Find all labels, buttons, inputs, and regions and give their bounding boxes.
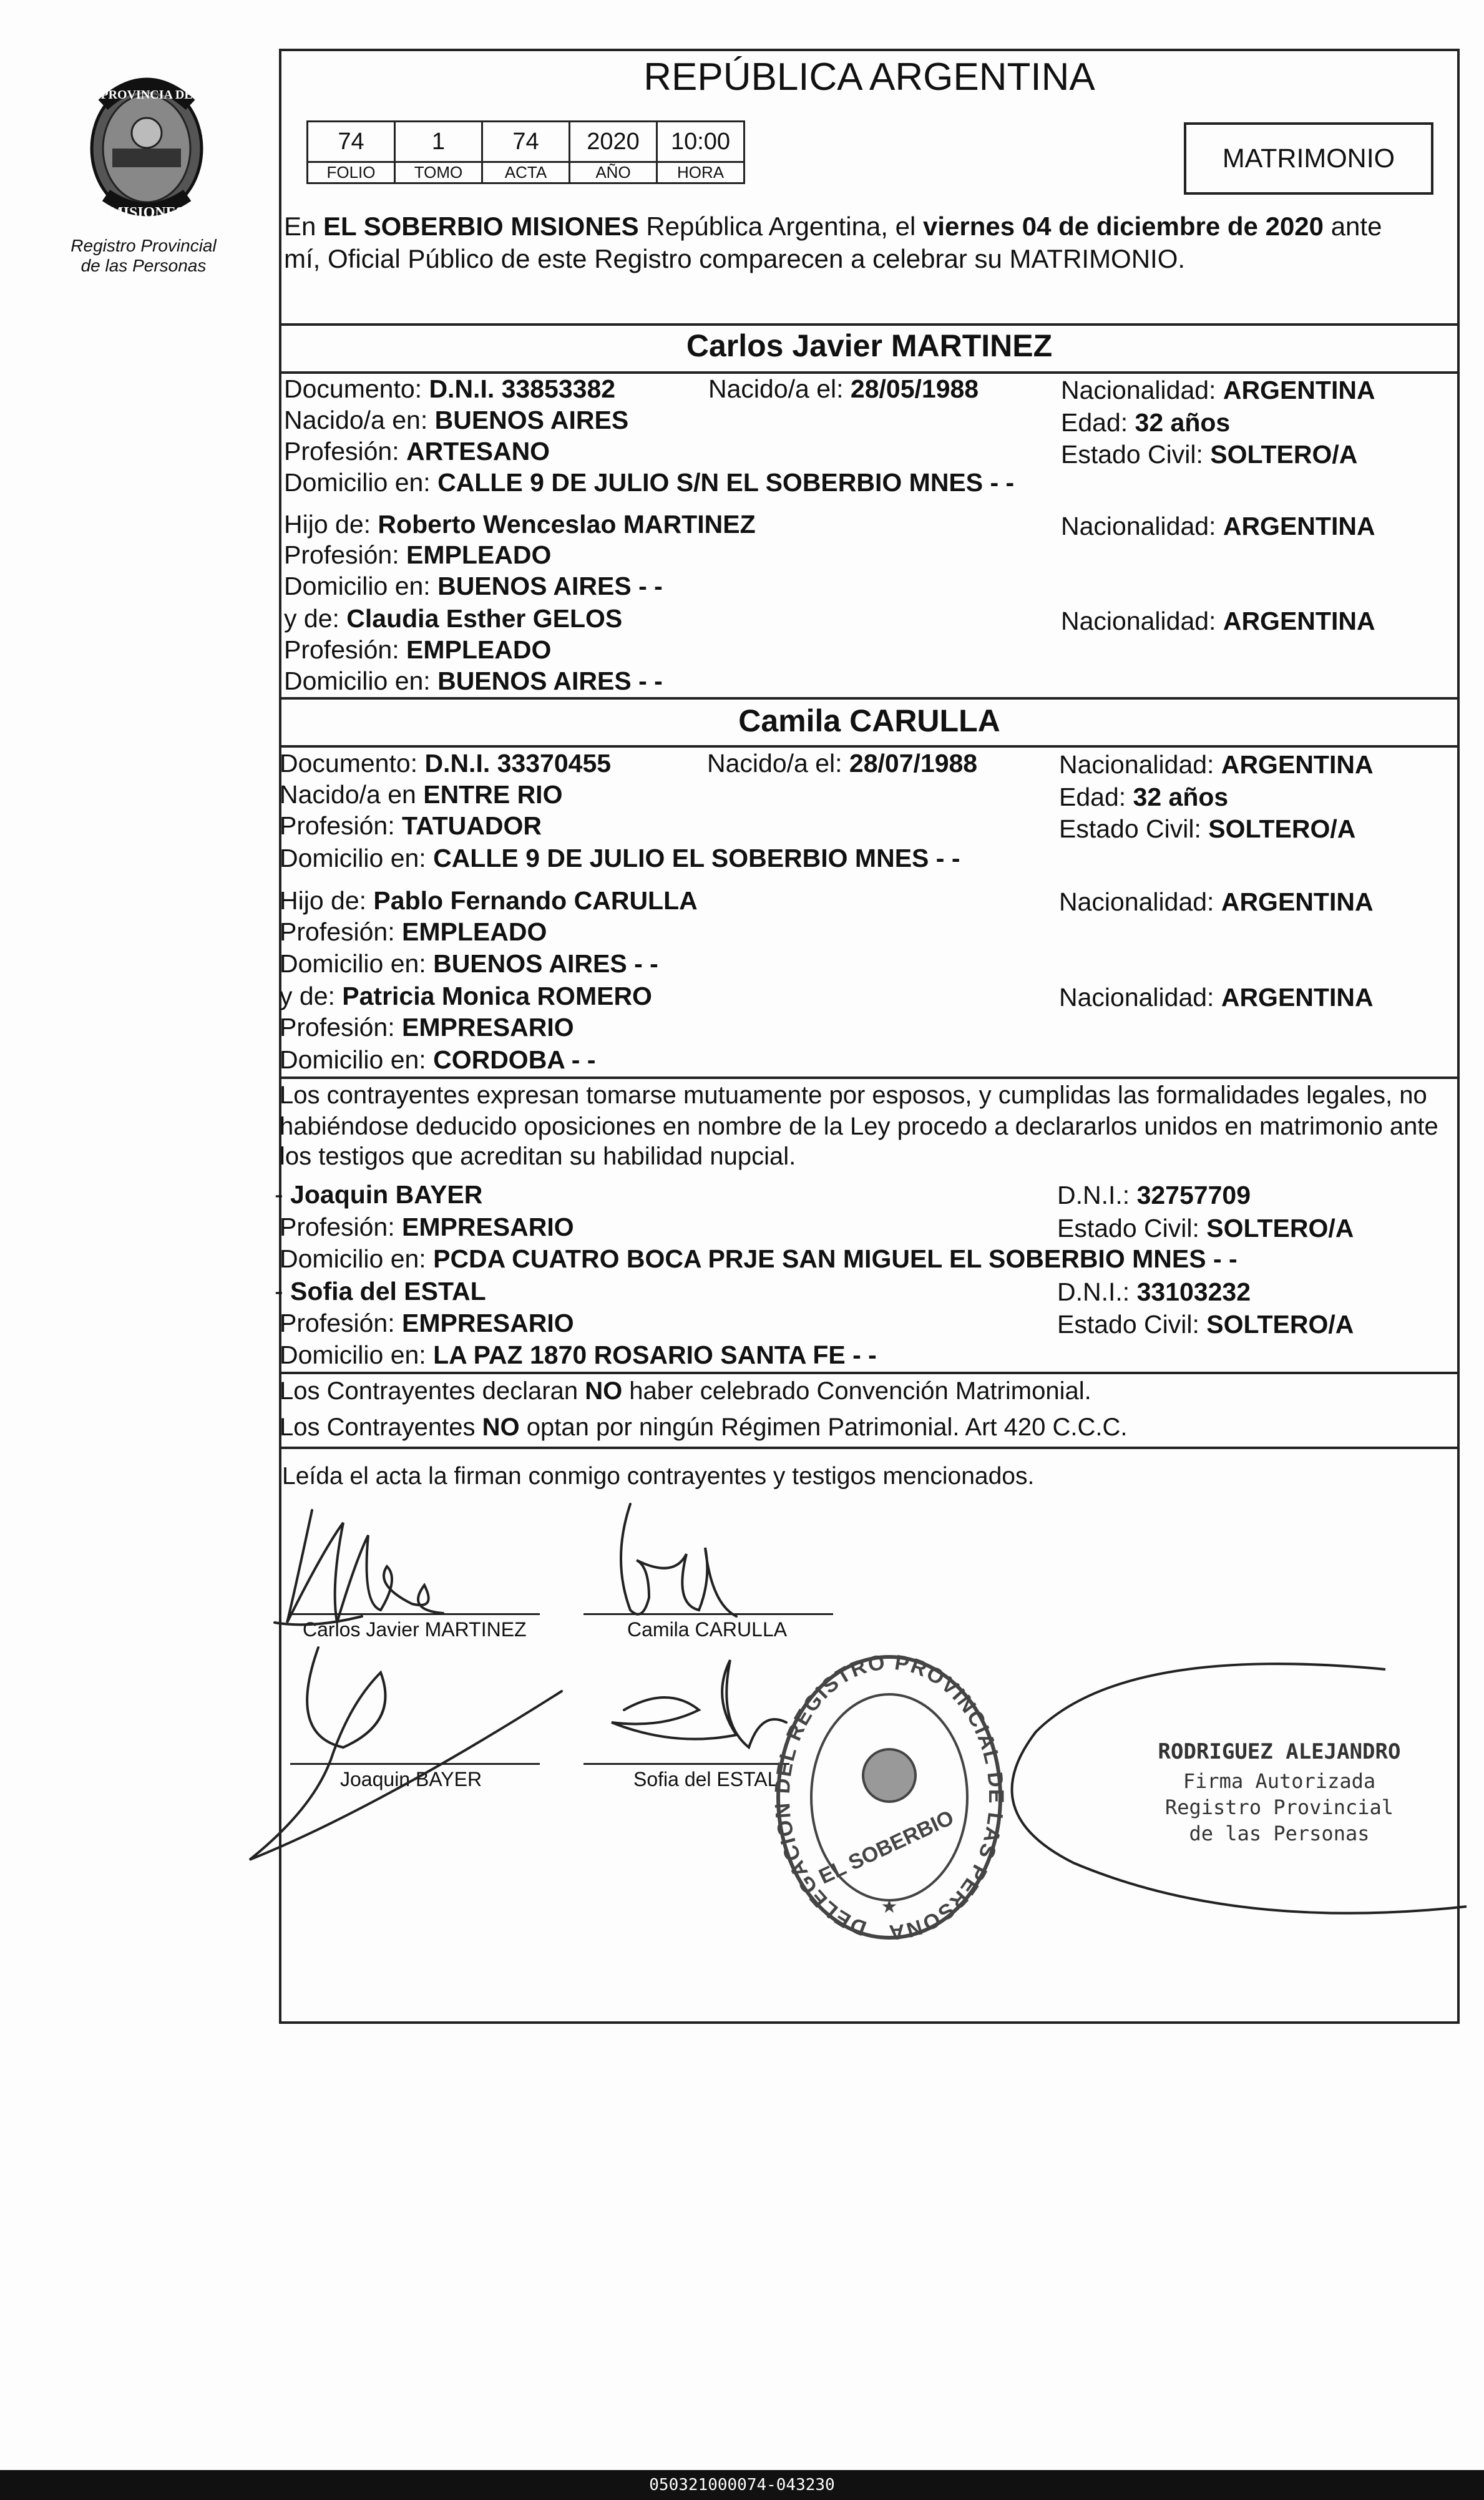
spouse1-mother-prof: Profesión: EMPLEADO — [284, 635, 552, 664]
witness1-dni: D.N.I.: 32757709 — [1057, 1181, 1251, 1209]
closing-text: Leída el acta la firman conmigo contrayentes y testigos mencionados. — [282, 1463, 1035, 1490]
seal-star-icon: ★ — [881, 1897, 898, 1917]
spouse2-age: Edad: 32 años — [1059, 783, 1229, 811]
folio-label: FOLIO — [308, 162, 395, 183]
spouse2-birthplace: Nacido/a en ENTRE RIO — [280, 780, 563, 809]
spouse1-name: Carlos Javier MARTINEZ — [686, 328, 1053, 363]
logo-top-text: PROVINCIA DE — [100, 88, 193, 102]
spouse1-birthplace: Nacido/a en: BUENOS AIRES — [284, 406, 629, 434]
spouse1-mother: y de: Claudia Esther GELOS — [284, 604, 623, 633]
official-line-1: Firma Autorizada — [1183, 1769, 1376, 1793]
declaration-line-2: habiéndose deducido oposiciones en nombre de la Ley procedo a declararlos unidos en matrimonio ante — [280, 1113, 1438, 1140]
spouse2-dom: Domicilio en: CALLE 9 DE JULIO EL SOBERBIO MNES - - — [280, 844, 960, 872]
witness1-dom: Domicilio en: PCDA CUATRO BOCA PRJE SAN MIGUEL EL SOBERBIO MNES - - — [280, 1244, 1237, 1273]
signature-label-3: Joaquin BAYER — [340, 1768, 482, 1790]
spouse1-prof: Profesión: ARTESANO — [284, 437, 550, 466]
intro-place: EL SOBERBIO MISIONES — [323, 212, 639, 241]
delegation-seal — [774, 1648, 1005, 1941]
declaration-line-3: los testigos que acreditan su habilidad nupcial. — [280, 1143, 796, 1170]
witness2-name: - Sofia del ESTAL — [275, 1277, 486, 1306]
signature-scribble-3 — [250, 1648, 562, 1860]
spouse1-civil: Estado Civil: SOLTERO/A — [1061, 440, 1358, 469]
document-barcode-number: 050321000074-043230 — [0, 2470, 1484, 2500]
anio-value: 2020 — [570, 122, 657, 162]
spouse2-civil: Estado Civil: SOLTERO/A — [1059, 814, 1356, 843]
spouse1-father-nat: Nacionalidad: ARGENTINA — [1061, 512, 1375, 540]
coat-of-arms-icon — [75, 67, 231, 236]
signature-label-4: Sofia del ESTAL — [633, 1768, 779, 1790]
intro-text: En — [284, 212, 324, 241]
spouse1-age: Edad: 32 años — [1061, 408, 1231, 437]
logo-caption-1: Registro Provincial — [71, 236, 217, 255]
handwritten-signatures — [237, 1485, 861, 1872]
spouse1-born: Nacido/a el: 28/05/1988 — [708, 374, 979, 403]
spouse1-father-dom: Domicilio en: BUENOS AIRES - - — [284, 572, 663, 600]
province-logo — [75, 67, 231, 236]
seal-center-text: EL SOBERBIO — [815, 1805, 958, 1889]
spouse2-prof: Profesión: TATUADOR — [280, 811, 542, 840]
spouse2-father-dom: Domicilio en: BUENOS AIRES - - — [280, 949, 658, 978]
witness2-dom: Domicilio en: LA PAZ 1870 ROSARIO SANTA FE - - — [280, 1340, 877, 1369]
declaration-line-1: Los contrayentes expresan tomarse mutuamente por esposos, y cumplidas las formalidades legales, no — [280, 1082, 1427, 1109]
spouse2-mother-dom: Domicilio en: CORDOBA - - — [280, 1045, 596, 1074]
signature-scribble-4 — [612, 1660, 786, 1747]
record-type-box: MATRIMONIO — [1184, 122, 1433, 195]
signature-label-1: Carlos Javier MARTINEZ — [303, 1618, 527, 1641]
regime-line-1: Los Contrayentes declaran NO haber celebrado Convención Matrimonial. — [280, 1377, 1091, 1405]
witness2-civil: Estado Civil: SOLTERO/A — [1057, 1310, 1354, 1339]
tomo-value: 1 — [395, 122, 482, 162]
seal-icon — [774, 1648, 1005, 1941]
signature-label-2: Camila CARULLA — [627, 1618, 788, 1641]
spouse2-nat: Nacionalidad: ARGENTINA — [1059, 750, 1374, 779]
spouse2-mother-nat: Nacionalidad: ARGENTINA — [1059, 983, 1374, 1012]
spouse2-mother-prof: Profesión: EMPRESARIO — [280, 1013, 574, 1042]
spouse2-doc: Documento: D.N.I. 33370455 — [280, 749, 612, 778]
signature-scribble-2 — [621, 1504, 736, 1616]
spouse1-mother-dom: Domicilio en: BUENOS AIRES - - — [284, 667, 663, 695]
spouse2-father-nat: Nacionalidad: ARGENTINA — [1059, 887, 1374, 916]
spouse1-father: Hijo de: Roberto Wenceslao MARTINEZ — [284, 510, 756, 539]
spouse1-nat: Nacionalidad: ARGENTINA — [1061, 376, 1375, 404]
spouse2-mother: y de: Patricia Monica ROMERO — [280, 982, 652, 1010]
official-line-2: Registro Provincial — [1164, 1795, 1394, 1819]
spouse1-father-prof: Profesión: EMPLEADO — [284, 540, 552, 569]
registry-box — [306, 120, 745, 184]
acta-value: 74 — [482, 122, 570, 162]
official-line-3: de las Personas — [1189, 1822, 1370, 1845]
signature-scribble-1 — [287, 1510, 443, 1623]
tomo-label: TOMO — [395, 162, 482, 183]
seal-ring-text: DELEGACIO EL REGISTRO PROVINCIAL LAS PERSONA — [774, 1650, 1005, 1941]
page-title: REPÚBLICA ARGENTINA — [643, 56, 1095, 99]
spouse1-mother-nat: Nacionalidad: ARGENTINA — [1061, 607, 1375, 635]
witness1-prof: Profesión: EMPRESARIO — [280, 1213, 574, 1241]
acta-label: ACTA — [482, 162, 570, 183]
witness2-dni: D.N.I.: 33103232 — [1057, 1277, 1251, 1306]
spouse2-father-prof: Profesión: EMPLEADO — [280, 917, 547, 946]
intro-date: viernes 04 de diciembre de 2020 — [922, 212, 1324, 241]
anio-label: AÑO — [570, 162, 657, 183]
hora-label: HORA — [657, 162, 744, 183]
spouse2-born: Nacido/a el: 28/07/1988 — [707, 749, 978, 778]
official-name: RODRIGUEZ ALEJANDRO — [1158, 1739, 1401, 1764]
folio-value: 74 — [308, 122, 395, 162]
spouse1-dom: Domicilio en: CALLE 9 DE JULIO S/N EL SOBERBIO MNES - - — [284, 468, 1015, 497]
regime-line-2: Los Contrayentes NO optan por ningún Régimen Patrimonial. Art 420 C.C.C. — [280, 1414, 1128, 1441]
logo-bottom-text: MISIONES — [109, 205, 185, 221]
witness2-prof: Profesión: EMPRESARIO — [280, 1309, 574, 1337]
intro-text: ante — [1324, 212, 1382, 241]
intro-line-1 — [284, 210, 1382, 242]
spouse2-father: Hijo de: Pablo Fernando CARULLA — [280, 886, 698, 915]
witness1-civil: Estado Civil: SOLTERO/A — [1057, 1214, 1354, 1243]
spouse1-doc: Documento: D.N.I. 33853382 — [284, 374, 616, 403]
intro-text: República Argentina, el — [638, 212, 923, 241]
spouse2-name: Camila CARULLA — [738, 703, 1000, 738]
intro-line-2: mí, Oficial Público de este Registro comparecen a celebrar su MATRIMONIO. — [284, 244, 1186, 273]
logo-caption-2: de las Personas — [81, 256, 207, 275]
witness1-name: - Joaquin BAYER — [275, 1180, 483, 1209]
hora-value: 10:00 — [657, 122, 744, 162]
